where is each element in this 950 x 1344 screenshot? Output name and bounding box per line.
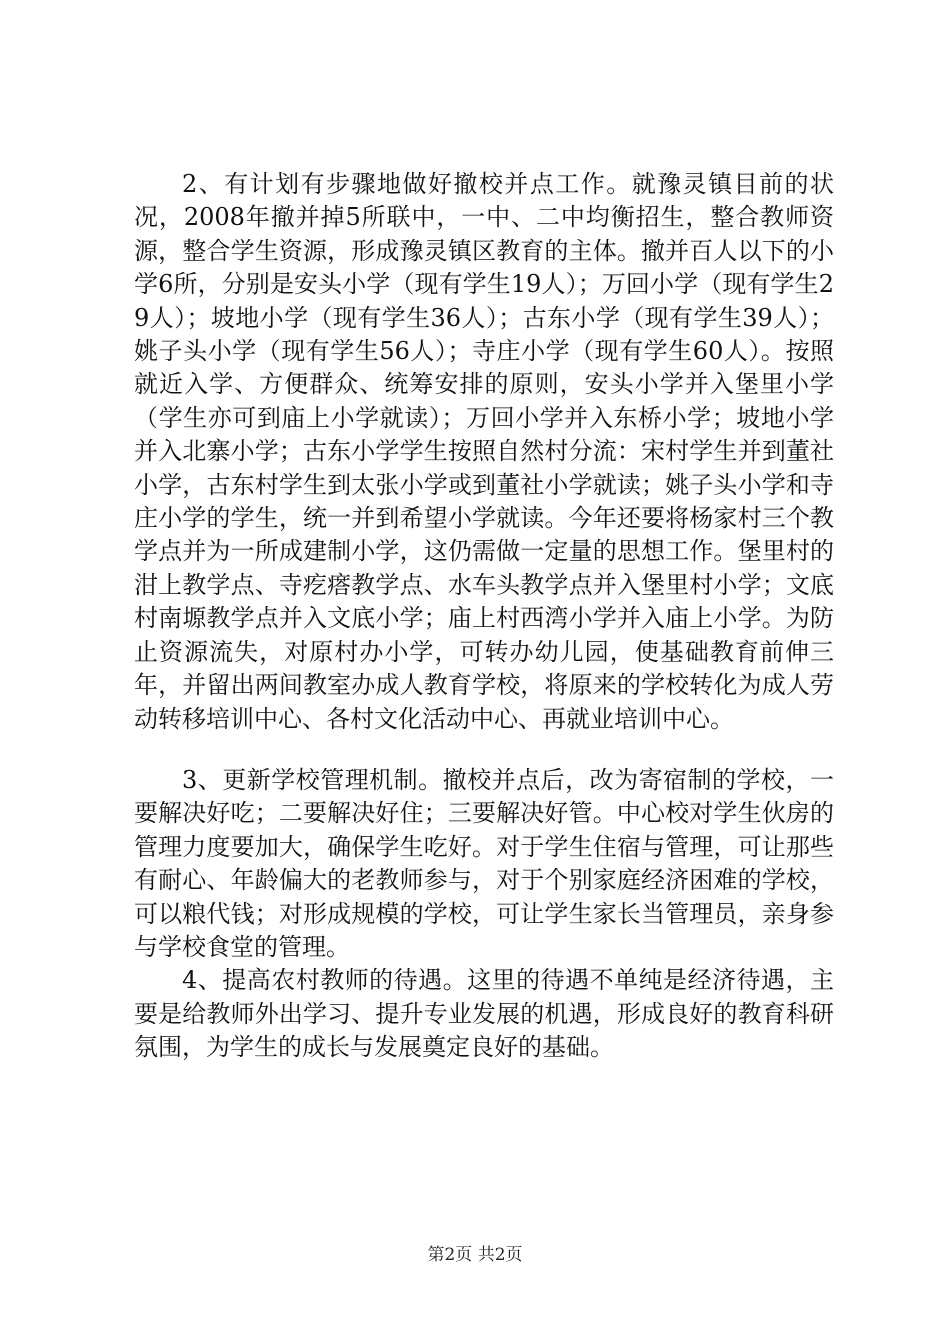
paragraph-3-management-mechanism: 3、更新学校管理机制。撤校并点后，改为寄宿制的学校，一要解决好吃；二要解决好住；三要解决好管。中心校对学生伙房的管理力度要加大，确保学生吃好。对于学生住宿与管理，可让那些有耐心、年龄偏大的老教师参与，对于个别家庭经济困难的学校，可以粮代钱；对形成规模的学校，可让学生家长当管理员，亲身参与学校食堂的管理。 [134,765,834,961]
paragraph-2-school-consolidation: 2、有计划有步骤地做好撤校并点工作。就豫灵镇目前的状况，2008年撤并掉5所联中，一中、二中均衡招生，整合教师资源，整合学生资源，形成豫灵镇区教育的主体。撤并百人以下的小学6所，分别是安头小学（现有学生19人）；万回小学（现有学生29人）；坡地小学（现有学生36人）；古东小学（现有学生39人）；姚子头小学（现有学生56人）；寺庄小学（现有学生60人）。按照就近入学、方便群众、统筹安排的原则，安头小学并入堡里小学（学生亦可到庙上小学就读）；万回小学并入东桥小学；坡地小学并入北寨小学；古东小学学生按照自然村分流：宋村学生并到董社小学，古东村学生到太张小学或到董社小学就读；姚子头小学和寺庄小学的学生，统一并到希望小学就读。今年还要将杨家村三个教学点并为一所成建制小学，这仍需做一定量的思想工作。堡里村的泔上教学点、寺疙瘩教学点、水车头教学点并入堡里村小学；文底村南塬教学点并入文底小学；庙上村西湾小学并入庙上小学。为防止资源流失，对原村办小学，可转办幼儿园，使基础教育前伸三年，并留出两间教室办成人教育学校，将原来的学校转化为成人劳动转移培训中心、各村文化活动中心、再就业培训中心。 [134,170,834,733]
paragraph-gap [134,736,834,764]
paragraph-4-teacher-treatment: 4、提高农村教师的待遇。这里的待遇不单纯是经济待遇，主要是给教师外出学习、提升专业发展的机遇，形成良好的教育科研氛围，为学生的成长与发展奠定良好的基础。 [134,966,834,1062]
page-footer: 第2页 共2页 [427,1245,523,1265]
document-body [134,168,834,1065]
